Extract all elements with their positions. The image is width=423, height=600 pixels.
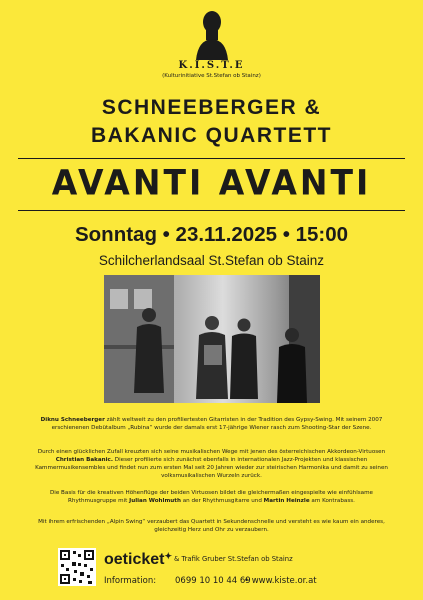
musician-name-schneeberger: Diknu Schneeberger [40,417,105,423]
info-label: Information: [104,576,157,586]
paragraph-2 [34,448,389,480]
event-date-line: Sonntag • 23.11.2025 • 15:00 [74,223,349,246]
paragraph-3-text-c: am Kontrabass. [309,498,355,504]
paragraph-3-text-b: an der Rhythmusgitarre und [180,498,264,504]
headline-line-2: BAKANIC QUARTETT [91,124,332,147]
event-venue: Schilcherlandsaal St.Stefan ob Stainz [98,253,325,268]
oeticket-brand: oeticket [104,551,165,568]
paragraph-2-text-b: Dieser profilierte sich zunächst ebenfalls in internationalen Jazz-Projekten und klassischen Kammermusikensembles und findet nun zum ersten Mal seit 20 Jahren wieder zur steirischen Harmonika und damit zu seinen volksmusikalischen Wurzeln zurück. [35,457,388,479]
footer [0,548,423,600]
qr-code-icon[interactable] [58,548,96,586]
program-title: AVANTI AVANTI [51,162,372,203]
paragraph-3 [34,489,389,505]
ticket-vendor-extra: & Trafik Gruber St.Stefan ob Stainz [174,555,293,563]
info-website[interactable]: • www.kiste.or.at [244,576,317,586]
paragraph-3-text-a: Die Basis für die kreativen Höhenflüge der beiden Virtuosen bildet die gleichermaßen eingespielte wie einfühlsame Rhythmusgruppe mit [49,490,374,504]
band-photo [104,275,320,403]
divider-top [18,158,405,159]
oeticket-logo [104,551,172,569]
paragraph-1 [34,416,389,432]
headline-line-1: SCHNEEBERGER & [101,96,322,119]
divider-bottom [18,210,405,211]
musician-name-bakanic: Christian Bakanic. [55,457,113,463]
musician-name-wohlmuth: Julian Wohlmuth [129,498,181,504]
paragraph-4: Mit ihrem erfrischenden „Alpin Swing“ verzaubert das Quartett in Sekundenschnelle und versteht es wie kaum ein anderes, gleichzeitig Herz und Ohr zu verzaubern. [38,519,385,533]
silhouette-head-logo-icon [190,8,234,60]
paragraph-1-text: zählt weltweit zu den profiliertesten Gitarristen in der Tradition des Gypsy-Swing. Mit seinem 2007 erschienenen Debütalbum „Rubina“ wurde der damals erst 17-jährige Wiener rasch zum Shooting-Star der Szene. [51,417,383,431]
logo-subtitle: (Kulturinitiative St.Stefan ob Stainz) [162,73,261,79]
musician-name-heinzle: Martin Heinzle [263,498,310,504]
paragraph-2-text-a: Durch einen glücklichen Zufall kreuzten sich seine musikalischen Wege mit jenen des österreichischen Akkordeon-Virtuosen [37,449,386,455]
star-icon: ✦ [164,551,173,561]
info-phone: 0699 10 10 44 69 [175,576,251,586]
band-photo-illustration [104,275,320,403]
logo [0,8,423,60]
logo-name: K.I.S.T.E [178,60,245,71]
